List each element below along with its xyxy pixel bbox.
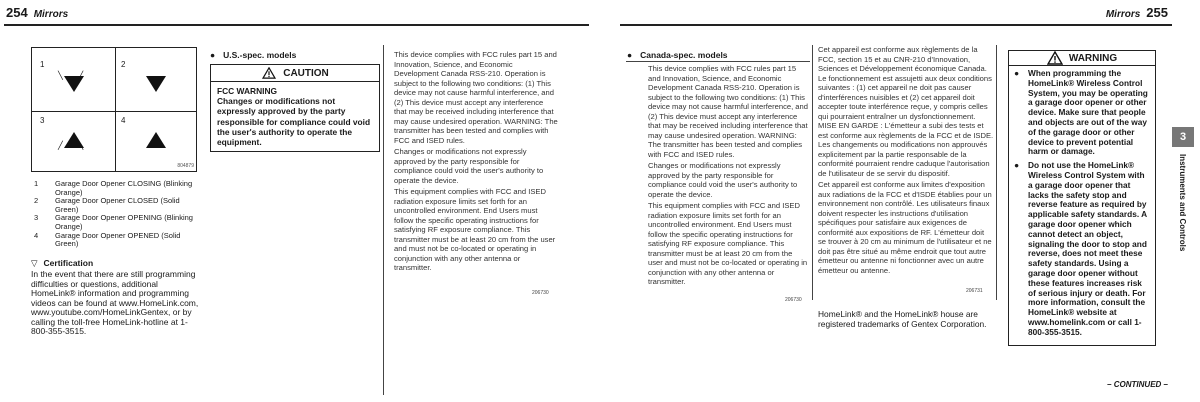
warning-triangle-icon [1047, 51, 1063, 65]
chapter-tab: 3 [1172, 127, 1194, 147]
warning-header [1009, 51, 1155, 66]
caution-body [211, 82, 379, 151]
header-rule-left [4, 24, 589, 26]
certification-heading-text: Certification [43, 258, 94, 268]
canada-fcc-paragraph: This equipment complies with FCC and ISED radiation exposure limits set forth for an uncontrolled environment. End Users must follow the specific operating instructions for satisfying RF exposure compliance. This transmitter must be at least 20 cm from the user and must not be co-located or operating in conjunction with any other antenna or transmitter. [648, 201, 808, 286]
legend-number: 4 [34, 230, 39, 240]
figure-code: 804879 [177, 163, 194, 169]
column-divider [812, 45, 813, 300]
warning-triangle-icon [261, 67, 277, 79]
warning-box [1008, 50, 1156, 346]
fcc-warning-title: FCC WARNING [217, 86, 278, 96]
column-divider [383, 45, 384, 395]
bullet-icon: ● [627, 50, 633, 60]
legend-number: 2 [34, 196, 39, 206]
canada-spec-heading [627, 50, 728, 60]
us-fcc-paragraph: This device complies with FCC rules part 15 and Innovation, Science, and Economic Development Canada RSS-210. Operation is subject to the following two conditions: (1) This device may not cause harmful interference, and (2) This device must accept any interference that may be received including interference that may cause undesired operation. WARNING: The transmitter has been tested and complies with FCC and ISED rules. [394, 50, 558, 145]
closed-arrow-icon [146, 76, 166, 92]
triangle-down-icon: ▽ [31, 258, 38, 268]
legend-text: Garage Door Opener CLOSING (Blinking Orange) [55, 179, 193, 197]
french-fcc-paragraph: Cet appareil est conforme aux règlements de la FCC, section 15 et au CNR-210 d'Innovation, Sciences et Développement économique Canada. Le fonctionnement est assujetti aux deux conditions suivantes : (1) cet appareil ne doit pas causer d'interférences nuisibles et (2) cet appareil doit accepter toute interférence reçue, y compris celles qui pourraient entraîner un dysfonctionnement. MISE EN GARDE : L'émetteur a subi des tests et est conforme aux règlements de la FCC et de ISDE. Les changements ou modifications non approuvés explicitement par la partie responsable de la conformité pourraient rendre caduque l'autorisation de l'utilisateur de se servir du dispositif. [818, 45, 994, 178]
legend-text: Garage Door Opener OPENED (Solid Green) [55, 230, 181, 249]
warning-item-text: Do not use the HomeLink® Wireless Control System with a garage door opener that lacks the safety stop and reverse feature as required by applicable safety standards. A garage door opener which cannot detect an object, signaling the door to stop and reverse, does not meet these safety standards. Using a garage door opener without these features increases risk of serious injury or death. For more information, consult the HomeLink® website at www.homelink.com or call 1-800-355-3515. [1028, 160, 1147, 337]
warning-item [1014, 69, 1150, 157]
legend-item [31, 214, 201, 231]
right-page-header [1106, 5, 1168, 20]
us-fcc-text [394, 50, 558, 275]
legend-item [31, 232, 201, 249]
legend-text: Garage Door Opener OPENING (Blinking Orange) [55, 213, 193, 231]
left-page-number: 254 [6, 5, 28, 20]
certification-heading [31, 258, 93, 269]
warning-label: WARNING [1068, 52, 1118, 64]
figure-divider-horizontal [32, 111, 196, 112]
blink-rays-icon: ╲ ╱ [58, 71, 84, 80]
us-spec-heading [210, 50, 296, 60]
left-page-title: Mirrors [33, 9, 69, 20]
french-fcc-ref-code: 206731 [966, 288, 983, 294]
legend-number: 3 [34, 213, 39, 223]
legend-text: Garage Door Opener CLOSED (Solid Green) [55, 196, 180, 214]
certification-body: In the event that there are still programming difficulties or questions, additional HomeLink® information and programming videos can be found at www.HomeLink.com, www.youtube.com/HomeLinkGentex, or by calling the toll-free HomeLink-hotline at 1-800-355-3515. [31, 269, 199, 336]
figure-legend [31, 180, 201, 249]
bullet-icon: ● [1014, 68, 1020, 78]
warning-item [1014, 161, 1150, 337]
legend-item [31, 180, 201, 197]
canada-fcc-ref-code: 206730 [785, 297, 802, 303]
caution-label: CAUTION [283, 67, 329, 79]
us-fcc-paragraph: Changes or modifications not expressly approved by the party responsible for compliance could void the user's authority to operate the device. [394, 147, 544, 185]
quadrant-label-2: 2 [121, 60, 126, 69]
chapter-section-title: Instruments and Controls [1178, 154, 1187, 252]
caution-box [210, 64, 380, 152]
left-page-header [6, 5, 68, 20]
continued-label: – CONTINUED – [1107, 380, 1168, 389]
blink-rays-icon: ╱ ╲ [58, 141, 84, 150]
us-fcc-paragraph: This equipment complies with FCC and ISED radiation exposure limits set forth for an uncontrolled environment. End Users must follow the specific operating instructions for satisfying RF exposure compliance. This transmitter must be at least 20 cm from the user and must not be co-located or operating in conjunction with any other antenna or transmitter. [394, 187, 556, 272]
heading-underline [626, 61, 810, 62]
figure-divider-vertical [115, 48, 116, 171]
canada-fcc-paragraph: Changes or modifications not expressly approved by the party responsible for compliance could void the user's authority to operate the device. [648, 161, 798, 199]
bullet-icon: ● [210, 50, 216, 60]
us-fcc-ref-code: 206730 [532, 290, 549, 296]
us-spec-heading-text: U.S.-spec. models [223, 50, 297, 60]
quadrant-label-1: 1 [40, 60, 45, 69]
bullet-icon: ● [1014, 160, 1020, 171]
french-fcc-text [818, 45, 994, 277]
garage-door-status-figure [31, 47, 197, 172]
legend-item [31, 197, 201, 214]
canada-fcc-text [648, 64, 808, 289]
column-divider [996, 45, 997, 300]
caution-header [211, 65, 379, 82]
quadrant-label-3: 3 [40, 116, 45, 125]
trademark-note: HomeLink® and the HomeLink® house are registered trademarks of Gentex Corporation. [818, 309, 987, 329]
right-page-number: 255 [1146, 5, 1168, 20]
canada-spec-heading-text: Canada-spec. models [640, 50, 728, 60]
opened-arrow-icon [146, 132, 166, 148]
legend-number: 1 [34, 179, 39, 188]
warning-item-text: When programming the HomeLink® Wireless Control System, you may be operating a garage door opener or other device. Make sure that people and objects are out of the way of the garage door or other device to prevent potential harm or damage. [1028, 68, 1148, 157]
fcc-warning-text: Changes or modifications not expressly approved by the party responsible for compliance could void the user's authority to operate the equipment. [217, 96, 371, 148]
right-page-title: Mirrors [1105, 9, 1141, 20]
warning-body [1009, 66, 1155, 345]
header-rule-right [620, 24, 1172, 26]
french-fcc-paragraph: Cet appareil est conforme aux limites d'exposition aux radiations de la FCC et d'ISDE établies pour un environnement non contrôlé. Les utilisateurs finaux doivent respecter les instructions d'utilisation spécifiques pour satisfaire aux exigences de conformité aux expositions de RF. L'émetteur doit se trouver à 20 cm au minimum de l'utilisateur et ne doit pas être situé au même endroit que tout autre émetteur ou antenne ni fonctionner avec un autre émetteur ou antenne. [818, 180, 992, 275]
quadrant-label-4: 4 [121, 116, 126, 125]
canada-fcc-paragraph: This device complies with FCC rules part 15 and Innovation, Science, and Economic Development Canada RSS-210. Operation is subject to the following two conditions: (1) This device may not cause harmful interference, and (2) This device must accept any interference that may be received including interference that may cause undesired operation. WARNING: The transmitter has been tested and complies with FCC and ISED rules. [648, 64, 808, 159]
